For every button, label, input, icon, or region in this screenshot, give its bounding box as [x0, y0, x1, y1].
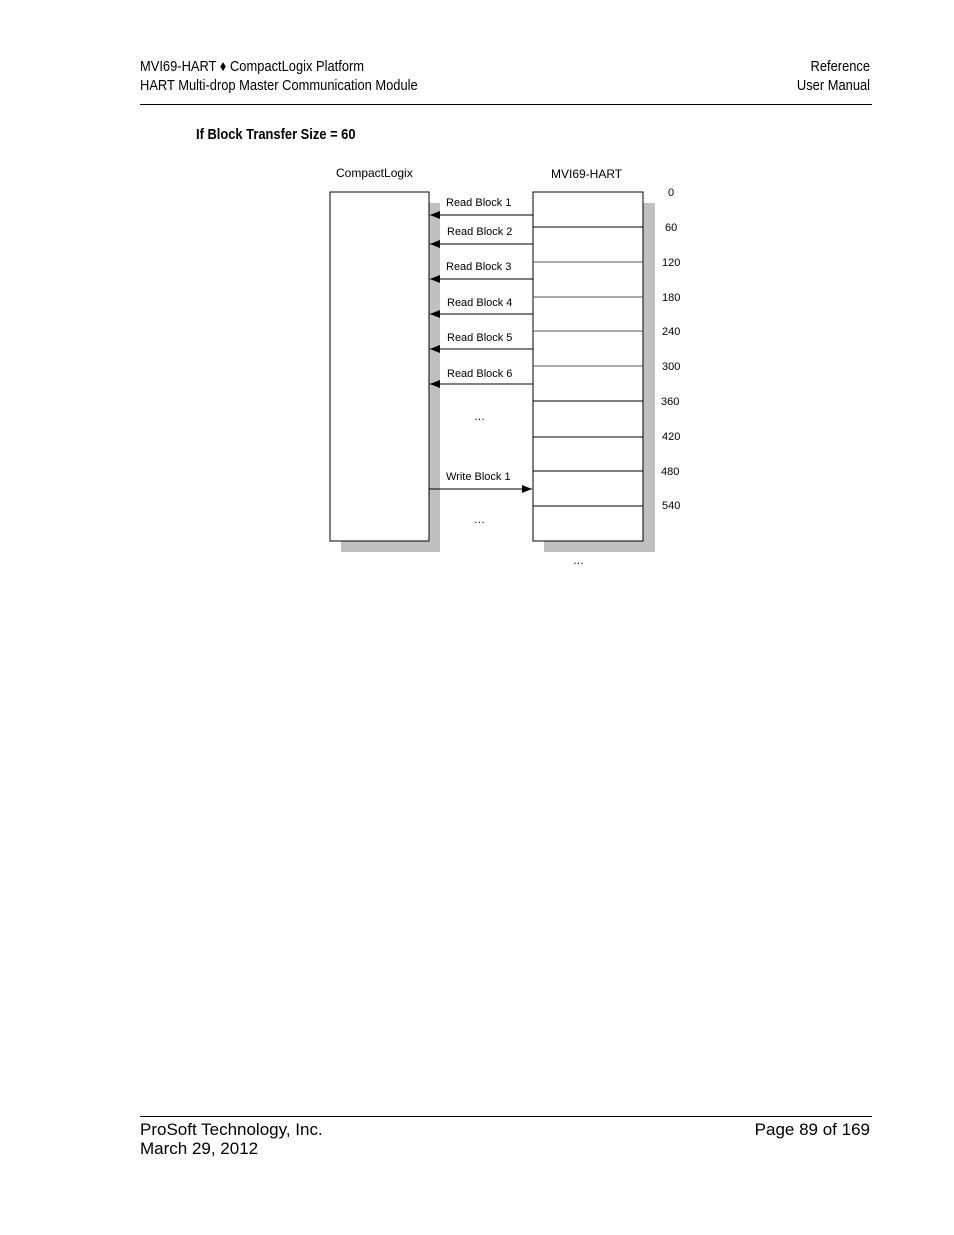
offset-label: 240: [662, 326, 681, 338]
read-block-labels: [446, 197, 512, 380]
footer-rule: [140, 1116, 872, 1117]
footer-left: [140, 1120, 323, 1158]
footer-company: ProSoft Technology, Inc.: [140, 1120, 323, 1139]
offset-label: 120: [662, 257, 681, 269]
offset-label: 420: [662, 431, 681, 443]
read-block-label: Read Block 1: [446, 197, 512, 209]
offset-label: 360: [661, 396, 680, 408]
header-doc-type: User Manual: [796, 77, 870, 94]
offset-label: 0: [668, 187, 675, 199]
page-number: Page 89 of 169: [754, 1120, 870, 1139]
read-block-label: Read Block 4: [447, 297, 513, 309]
ellipsis-read: …: [474, 411, 485, 423]
ellipsis-bottom: …: [573, 555, 584, 567]
compactlogix-box: [330, 192, 429, 541]
footer-right: [755, 1120, 870, 1139]
read-block-label: Read Block 3: [446, 261, 512, 273]
compactlogix-label: CompactLogix: [336, 166, 413, 180]
read-block-label: Read Block 6: [447, 368, 513, 380]
ellipsis-write: …: [474, 514, 485, 526]
offset-label: 180: [662, 292, 681, 304]
offset-labels: [661, 187, 680, 512]
header-section: Reference: [810, 58, 870, 75]
read-block-label: Read Block 5: [447, 332, 513, 344]
read-block-label: Read Block 2: [447, 226, 513, 238]
header-product: MVI69-HART ♦ CompactLogix Platform: [140, 58, 365, 75]
offset-label: 540: [662, 500, 681, 512]
block-transfer-diagram: [0, 0, 954, 600]
offset-label: 60: [665, 222, 678, 234]
offset-label: 480: [661, 466, 680, 478]
footer-date: March 29, 2012: [140, 1139, 259, 1158]
mvi69-hart-label: MVI69-HART: [551, 167, 623, 181]
write-block-label: Write Block 1: [446, 471, 511, 483]
offset-label: 300: [662, 361, 681, 373]
header-module: HART Multi-drop Master Communication Module: [140, 77, 418, 94]
section-title: If Block Transfer Size = 60: [196, 126, 356, 143]
